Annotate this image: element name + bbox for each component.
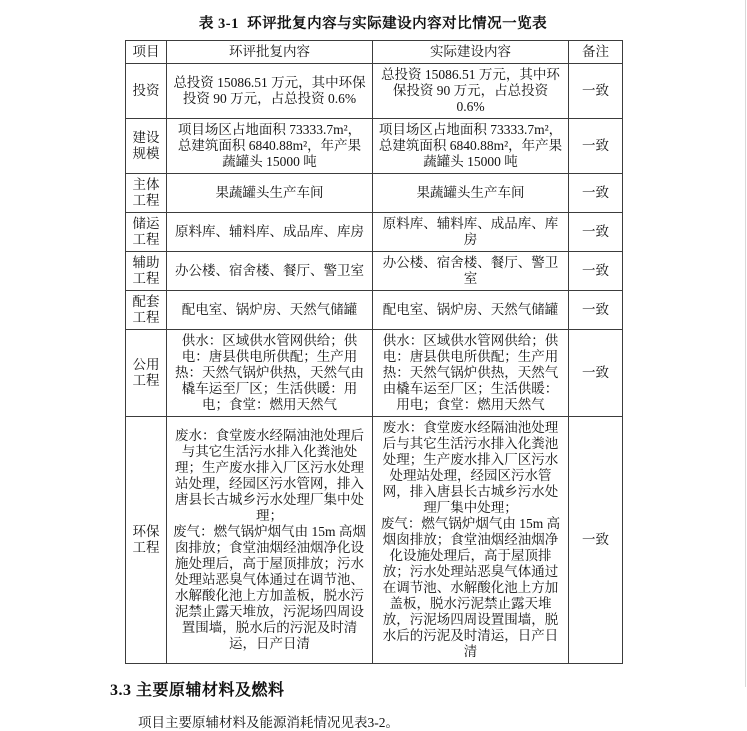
remark-cell: 一致 [569, 252, 623, 291]
table-row-environmental-works [126, 417, 623, 664]
remark-cell: 一致 [569, 64, 623, 119]
row-label: 配套工程 [126, 291, 167, 330]
header-approved-content: 环评批复内容 [167, 41, 373, 64]
approved-cell: 果蔬罐头生产车间 [167, 174, 373, 213]
page-edge-divider [745, 0, 746, 687]
table-row-auxiliary-works [126, 252, 623, 291]
remark-cell: 一致 [569, 417, 623, 664]
remark-cell: 一致 [569, 119, 623, 174]
remark-cell: 一致 [569, 174, 623, 213]
row-label: 储运工程 [126, 213, 167, 252]
section-heading: 3.3 主要原辅材料及燃料 [110, 682, 285, 699]
approved-cell: 废水：食堂废水经隔油池处理后与其它生活污水排入化粪池处理；生产废水排入厂区污水处理站处理，经园区污水管网，排入唐县长古城乡污水处理厂集中处理； 废气：燃气锅炉烟气由 15m 高烟囱排放；食堂油烟经油烟净化设施处理后，高于屋顶排放；污水处理站恶臭气体通过在调节池、水解酸化池上方加盖板，脱水污泥禁止露天堆放，污泥场四周设置围墙，脱水后的污泥及时清运，日产日清 [167, 417, 373, 664]
row-label: 建设规模 [126, 119, 167, 174]
table-row-investment [126, 64, 623, 119]
body-paragraph: 项目主要原辅材料及能源消耗情况见表3-2。 [138, 715, 399, 730]
actual-cell: 果蔬罐头生产车间 [373, 174, 569, 213]
actual-cell: 供水：区域供水管网供给；供电：唐县供电所供配；生产用热：天然气锅炉供热，天然气由橇车运至厂区；生活供暖：用电；食堂：燃用天然气 [373, 330, 569, 417]
actual-cell: 配电室、锅炉房、天然气储罐 [373, 291, 569, 330]
table-row-scale [126, 119, 623, 174]
approved-cell: 配电室、锅炉房、天然气储罐 [167, 291, 373, 330]
table-header-row [126, 41, 623, 64]
actual-cell: 项目场区占地面积 73333.7m²，总建筑面积 6840.88m²，年产果蔬罐头 15000 吨 [373, 119, 569, 174]
actual-cell: 办公楼、宿舍楼、餐厅、警卫室 [373, 252, 569, 291]
row-label: 公用工程 [126, 330, 167, 417]
approved-cell: 项目场区占地面积 73333.7m²，总建筑面积 6840.88m²，年产果蔬罐头 15000 吨 [167, 119, 373, 174]
approved-cell: 供水：区域供水管网供给；供电：唐县供电所供配；生产用热：天然气锅炉供热，天然气由橇车运至厂区；生活供暖：用电；食堂：燃用天然气 [167, 330, 373, 417]
row-label: 辅助工程 [126, 252, 167, 291]
table-row-storage-works [126, 213, 623, 252]
table-row-supporting-works [126, 291, 623, 330]
remark-cell: 一致 [569, 213, 623, 252]
header-item: 项目 [126, 41, 167, 64]
table-row-utility-works [126, 330, 623, 417]
remark-cell: 一致 [569, 291, 623, 330]
comparison-table [125, 40, 623, 664]
remark-cell: 一致 [569, 330, 623, 417]
row-label: 环保工程 [126, 417, 167, 664]
row-label: 投资 [126, 64, 167, 119]
actual-cell: 废水：食堂废水经隔油池处理后与其它生活污水排入化粪池处理；生产废水排入厂区污水处理站处理，经园区污水管网，排入唐县长古城乡污水处理厂集中处理； 废气：燃气锅炉烟气由 15m 高烟囱排放；食堂油烟经油烟净化设施处理后，高于屋顶排放；污水处理站恶臭气体通过在调节池、水解酸化池上方加盖板，脱水污泥禁止露天堆放，污泥场四周设置围墙，脱水后的污泥及时清运，日产日清 [373, 417, 569, 664]
header-actual-content: 实际建设内容 [373, 41, 569, 64]
row-label: 主体工程 [126, 174, 167, 213]
header-remark: 备注 [569, 41, 623, 64]
actual-cell: 总投资 15086.51 万元，其中环保投资 90 万元，占总投资 0.6% [373, 64, 569, 119]
approved-cell: 总投资 15086.51 万元，其中环保投资 90 万元，占总投资 0.6% [167, 64, 373, 119]
table-title: 表 3-1 环评批复内容与实际建设内容对比情况一览表 [198, 16, 548, 32]
actual-cell: 原料库、辅料库、成品库、库房 [373, 213, 569, 252]
approved-cell: 办公楼、宿舍楼、餐厅、警卫室 [167, 252, 373, 291]
approved-cell: 原料库、辅料库、成品库、库房 [167, 213, 373, 252]
table-row-main-works [126, 174, 623, 213]
